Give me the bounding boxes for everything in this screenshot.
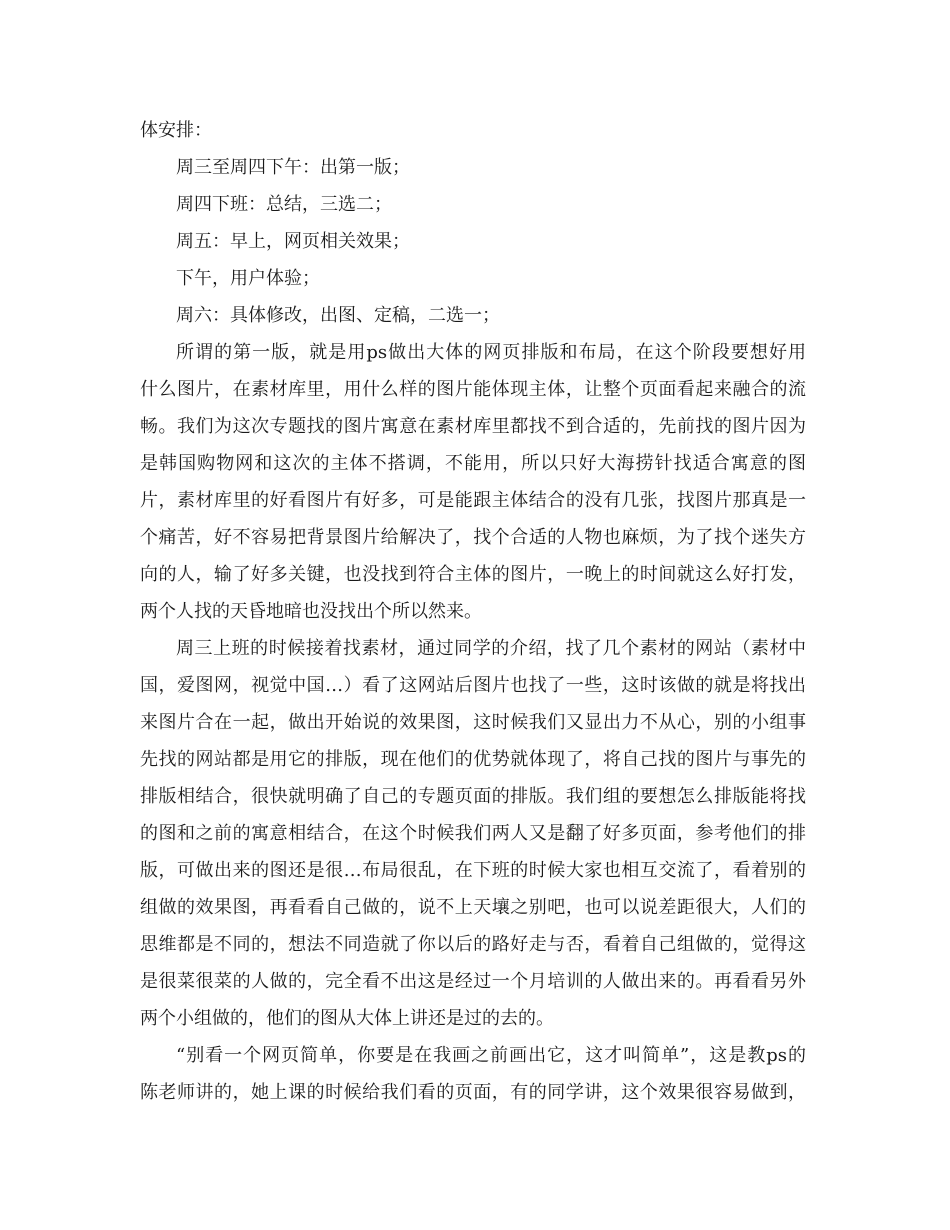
text-line: 来图片合在一起，做出开始说的效果图，这时候我们又显出力不从心，别的小组事 [140, 712, 806, 733]
text-line: 周三至周四下午：出第一版； [176, 157, 410, 178]
text-line: 周三上班的时候接着找素材，通过同学的介绍，找了几个素材的网站（素材中 [176, 638, 806, 659]
document-body-text [140, 112, 806, 1111]
text-line: 是韩国购物网和这次的主体不搭调，不能用，所以只好大海捞针找适合寓意的图 [140, 453, 806, 474]
text-line: 下午，用户体验； [176, 268, 320, 289]
text-line: 国，爱图网，视觉中国…）看了这网站后图片也找了一些，这时该做的就是将找出 [140, 675, 806, 696]
text-line: 个痛苦，好不容易把背景图片给解决了，找个合适的人物也麻烦，为了找个迷失方 [140, 527, 806, 548]
text-line: 向的人，输了好多关键，也没找到符合主体的图片，一晚上的时间就这么好打发， [140, 564, 806, 585]
text-line: 思维都是不同的，想法不同造就了你以后的路好走与否，看着自己组做的，觉得这 [140, 934, 806, 955]
text-line: 的图和之前的寓意相结合，在这个时候我们两人又是翻了好多页面，参考他们的排 [140, 823, 806, 844]
text-line: 体安排： [140, 120, 212, 141]
text-line: 片，素材库里的好看图片有好多，可是能跟主体结合的没有几张，找图片那真是一 [140, 490, 806, 511]
text-line: 排版相结合，很快就明确了自己的专题页面的排版。我们组的要想怎么排版能将找 [140, 786, 806, 807]
text-line: 版，可做出来的图还是很…布局很乱，在下班的时候大家也相互交流了，看着别的 [140, 860, 806, 881]
text-line: 陈老师讲的，她上课的时候给我们看的页面，有的同学讲，这个效果很容易做到， [140, 1082, 806, 1103]
text-line: 周五：早上，网页相关效果； [176, 231, 410, 252]
text-line: 什么图片，在素材库里，用什么样的图片能体现主体，让整个页面看起来融合的流 [140, 379, 806, 400]
text-line: “别看一个网页简单，你要是在我画之前画出它，这才叫简单”，这是教ps的 [176, 1045, 806, 1066]
text-line: 先找的网站都是用它的排版，现在他们的优势就体现了，将自己找的图片与事先的 [140, 749, 806, 770]
text-line: 畅。我们为这次专题找的图片寓意在素材库里都找不到合适的，先前找的图片因为 [140, 416, 806, 437]
text-line: 两个人找的天昏地暗也没找出个所以然来。 [140, 601, 482, 622]
text-line: 两个小组做的，他们的图从大体上讲还是过的去的。 [140, 1008, 554, 1029]
text-line: 所谓的第一版，就是用ps做出大体的网页排版和布局，在这个阶段要想好用 [176, 342, 806, 363]
text-line: 是很菜很菜的人做的，完全看不出这是经过一个月培训的人做出来的。再看看另外 [140, 971, 806, 992]
text-line: 周四下班：总结，三选二； [176, 194, 392, 215]
text-line: 组做的效果图，再看看自己做的，说不上天壤之别吧，也可以说差距很大，人们的 [140, 897, 806, 918]
text-line: 周六：具体修改，出图、定稿，二选一； [176, 305, 500, 326]
